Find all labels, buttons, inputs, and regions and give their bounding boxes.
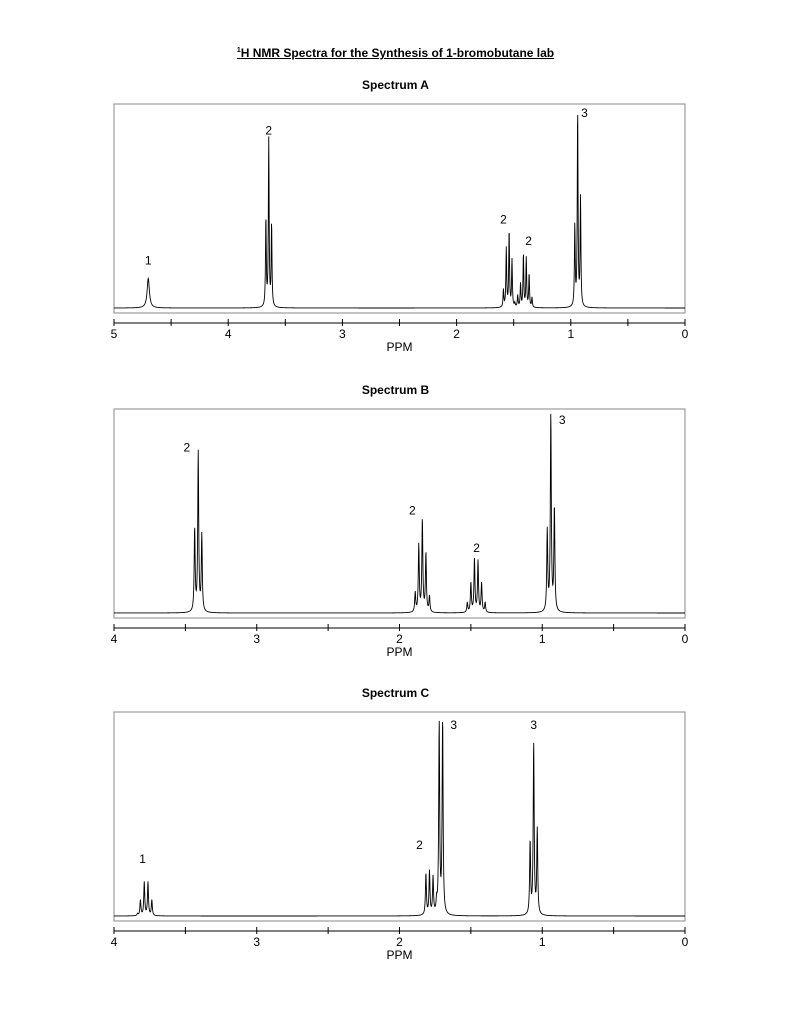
x-tick-label: 2: [396, 632, 403, 646]
x-tick-label: 0: [681, 327, 689, 341]
x-axis-label: PPM: [386, 645, 413, 659]
peak-integration-label: 2: [416, 838, 423, 853]
spectrum-a-chart: [100, 96, 700, 366]
spectrum-trace: [114, 414, 685, 613]
spectrum-b-chart: [100, 401, 700, 671]
peak-integration-label: 1: [144, 253, 152, 268]
spectrum-c-chart: [100, 704, 700, 974]
title-text: H NMR Spectra for the Synthesis of 1-bromobutane lab: [240, 46, 555, 60]
x-tick-label: 4: [110, 935, 118, 949]
spectrum-trace: [114, 721, 685, 916]
title-superscript: 1: [236, 47, 241, 54]
peak-integration-label: 2: [409, 503, 416, 518]
peak-integration-label: 2: [265, 123, 273, 138]
spectrum-c-title: Spectrum C: [361, 686, 430, 700]
peak-integration-label: 3: [530, 717, 538, 732]
x-tick-label: 1: [538, 632, 546, 646]
peak-integration-label: 2: [183, 440, 191, 455]
x-tick-label: 1: [567, 327, 575, 341]
peak-integration-label: 2: [525, 233, 532, 248]
x-tick-label: 0: [681, 935, 689, 949]
peak-integration-label: 3: [450, 717, 458, 732]
x-tick-label: 5: [110, 327, 118, 341]
x-tick-label: 2: [396, 935, 403, 949]
spectrum-b-title: Spectrum B: [361, 383, 430, 397]
peak-integration-label: 3: [558, 412, 566, 427]
spectrum-a-title: Spectrum A: [362, 78, 429, 92]
x-tick-label: 4: [110, 632, 118, 646]
x-tick-label: 3: [339, 327, 346, 341]
peak-integration-label: 1: [139, 851, 146, 866]
peak-integration-label: 2: [473, 540, 480, 555]
x-tick-label: 3: [253, 632, 261, 646]
x-tick-label: 4: [224, 327, 232, 341]
x-axis-label: PPM: [386, 948, 413, 962]
x-tick-label: 3: [253, 935, 261, 949]
peak-integration-label: 3: [581, 105, 588, 120]
plot-frame: [114, 104, 685, 313]
x-axis-label: PPM: [386, 340, 413, 354]
x-tick-label: 1: [538, 935, 546, 949]
peak-integration-label: 2: [500, 212, 507, 227]
spectrum-trace: [114, 115, 685, 308]
plot-frame: [114, 712, 685, 921]
x-tick-label: 0: [681, 632, 689, 646]
x-tick-label: 2: [453, 327, 460, 341]
page-title: [0, 46, 791, 60]
